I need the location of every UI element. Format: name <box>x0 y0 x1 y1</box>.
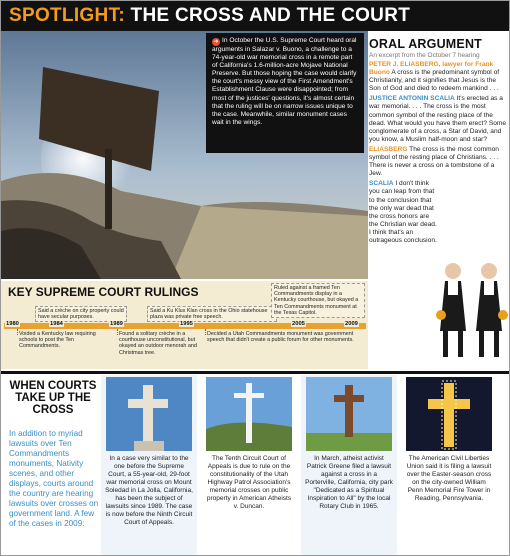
case-text: In March, atheist activist Patrick Greene filed a lawsuit against a cross in a Porterville, California, city park "Dedicated as a Spiritual Inspiration to All" by the local Rotary Club in 1965. <box>305 455 393 510</box>
intro-caption <box>206 33 364 153</box>
header-bar <box>1 1 510 31</box>
oral-subtitle: An excerpt from the October 7 hearing <box>369 52 480 59</box>
speaker-label: PETER J. ELIASBERG, lawyer for Frank Buono <box>369 61 494 77</box>
year-label: 1980 <box>6 321 19 327</box>
justices-illustration <box>433 257 509 361</box>
speaker-label: ELIASBERG <box>369 145 408 153</box>
year-label: 1989 <box>110 321 123 327</box>
oral-block <box>369 146 507 178</box>
case-card <box>401 375 497 555</box>
oral-title: ORAL ARGUMENT <box>369 37 483 51</box>
year-label: 1995 <box>180 321 193 327</box>
arrow-circle-icon: ➜ <box>213 39 219 45</box>
ruling-event: Found a solitary crèche in a courthouse unconstitutional, but okayed an outdoor menorah and Christmas tree. <box>119 331 197 356</box>
ruling-event: Voided a Kentucky law requiring schools to post the Ten Commandments. <box>19 331 96 350</box>
ruling-event: Ruled against a framed Ten Commandments display in a Kentucky courthouse, but okayed a Ten Commandments monument at the Texas Capitol. <box>271 283 365 318</box>
speaker-label: SCALIA <box>369 180 394 188</box>
oral-block <box>369 61 507 93</box>
timeline-tick-icon <box>205 329 206 335</box>
title-rest: THE CROSS AND THE COURT <box>124 5 411 26</box>
case-card <box>101 375 197 555</box>
case-photo <box>406 377 492 451</box>
quote-text: I don't think you can leap from that to the conclusion that the only war dead that the cross honors are the Christian war dead. I think that's an outrageous conclusion. <box>369 180 437 244</box>
courts-intro: In addition to myriad lawsuits over Ten Commandments monuments, Nativity scenes, and other displays, courts around the country are hearing lawsuits over crosses on government land. A few of the cases in 2009: <box>9 429 99 528</box>
case-photo <box>206 377 292 451</box>
year-label: 2005 <box>292 321 305 327</box>
case-card <box>201 375 297 555</box>
title-accent: SPOTLIGHT: <box>9 5 125 26</box>
justice-figure-left <box>436 263 466 357</box>
justice-figure-right <box>476 263 508 357</box>
year-label: 2009 <box>345 321 358 327</box>
oral-block <box>369 180 439 245</box>
page-title <box>9 5 410 27</box>
case-text: The Tenth Circuit Court of Appeals is due to rule on the constitutionality of the Utah Highway Patrol Association's memorial crosses on public property in American Atheists v. Duncan. <box>206 455 292 510</box>
year-label: 1984 <box>50 321 63 327</box>
case-card <box>301 375 397 555</box>
intro-text: In October the U.S. Supreme Court heard oral arguments in Salazar v. Buono, a challenge to a 74-year-old war memorial cross in a remote part of California's 1.6-million-acre Mojave National Preserve. But those hoping the case would clarify the court's messy view of the First Amendment's Establishment Clause were disappointed; from most of the justices' questions, it's almost certain that the ruling will be on narrow issues unique to the case. Meanwhile, similar monument cases wait in the wings. <box>212 37 357 126</box>
rulings-title: KEY SUPREME COURT RULINGS <box>8 285 199 299</box>
case-photo <box>106 377 192 451</box>
quote-text: A cross is the predominant symbol of Christianity, and it signifies that Jesus is the Son of God and died to redeem mankind . . . <box>369 69 500 93</box>
quote-text: It's erected as a war memorial. . . . The cross is the most common symbol of the resting place of the dead. What would you have them erect? Some conglomerate of a cross, a Star of David, and you know, a Muslim half-moon and star? <box>369 95 507 143</box>
case-photo <box>306 377 392 451</box>
quote-text: The cross is the most common symbol of the resting place of Christians. . . . There is never a cross on a tombstone of a Jew. <box>369 145 499 178</box>
speaker-label: JUSTICE ANTONIN SCALIA <box>369 95 455 103</box>
courts-heading: WHEN COURTS TAKE UP THE CROSS <box>9 380 97 416</box>
timeline-tick-icon <box>17 329 18 335</box>
ruling-event: Decided a Utah Commandments monument was government speech that didn't create a public forum for other monuments. <box>207 331 354 344</box>
oral-block <box>369 95 507 144</box>
ruling-event: Said a crèche on city property could have secular purposes. <box>35 306 127 322</box>
case-text: In a case very similar to the one before the Supreme Court, a 55-year-old, 29-foot war memorial cross on Mount Soledad in La Jolla, California, has been the subject of lawsuits since 1989. The case is now before the Ninth Circuit Court of Appeals. <box>105 455 193 526</box>
ruling-event: Said a Ku Klux Klan cross in the Ohio statehouse plaza was private free speech. <box>147 306 277 322</box>
intro-text-block <box>212 37 358 127</box>
timeline-tick-icon <box>117 329 118 335</box>
case-text: The American Civil Liberties Union said it is filing a lawsuit over the Easter-season cross on the city-owned William Penn Memorial Fire Tower in Reading, Pennsylvania. <box>406 455 492 502</box>
